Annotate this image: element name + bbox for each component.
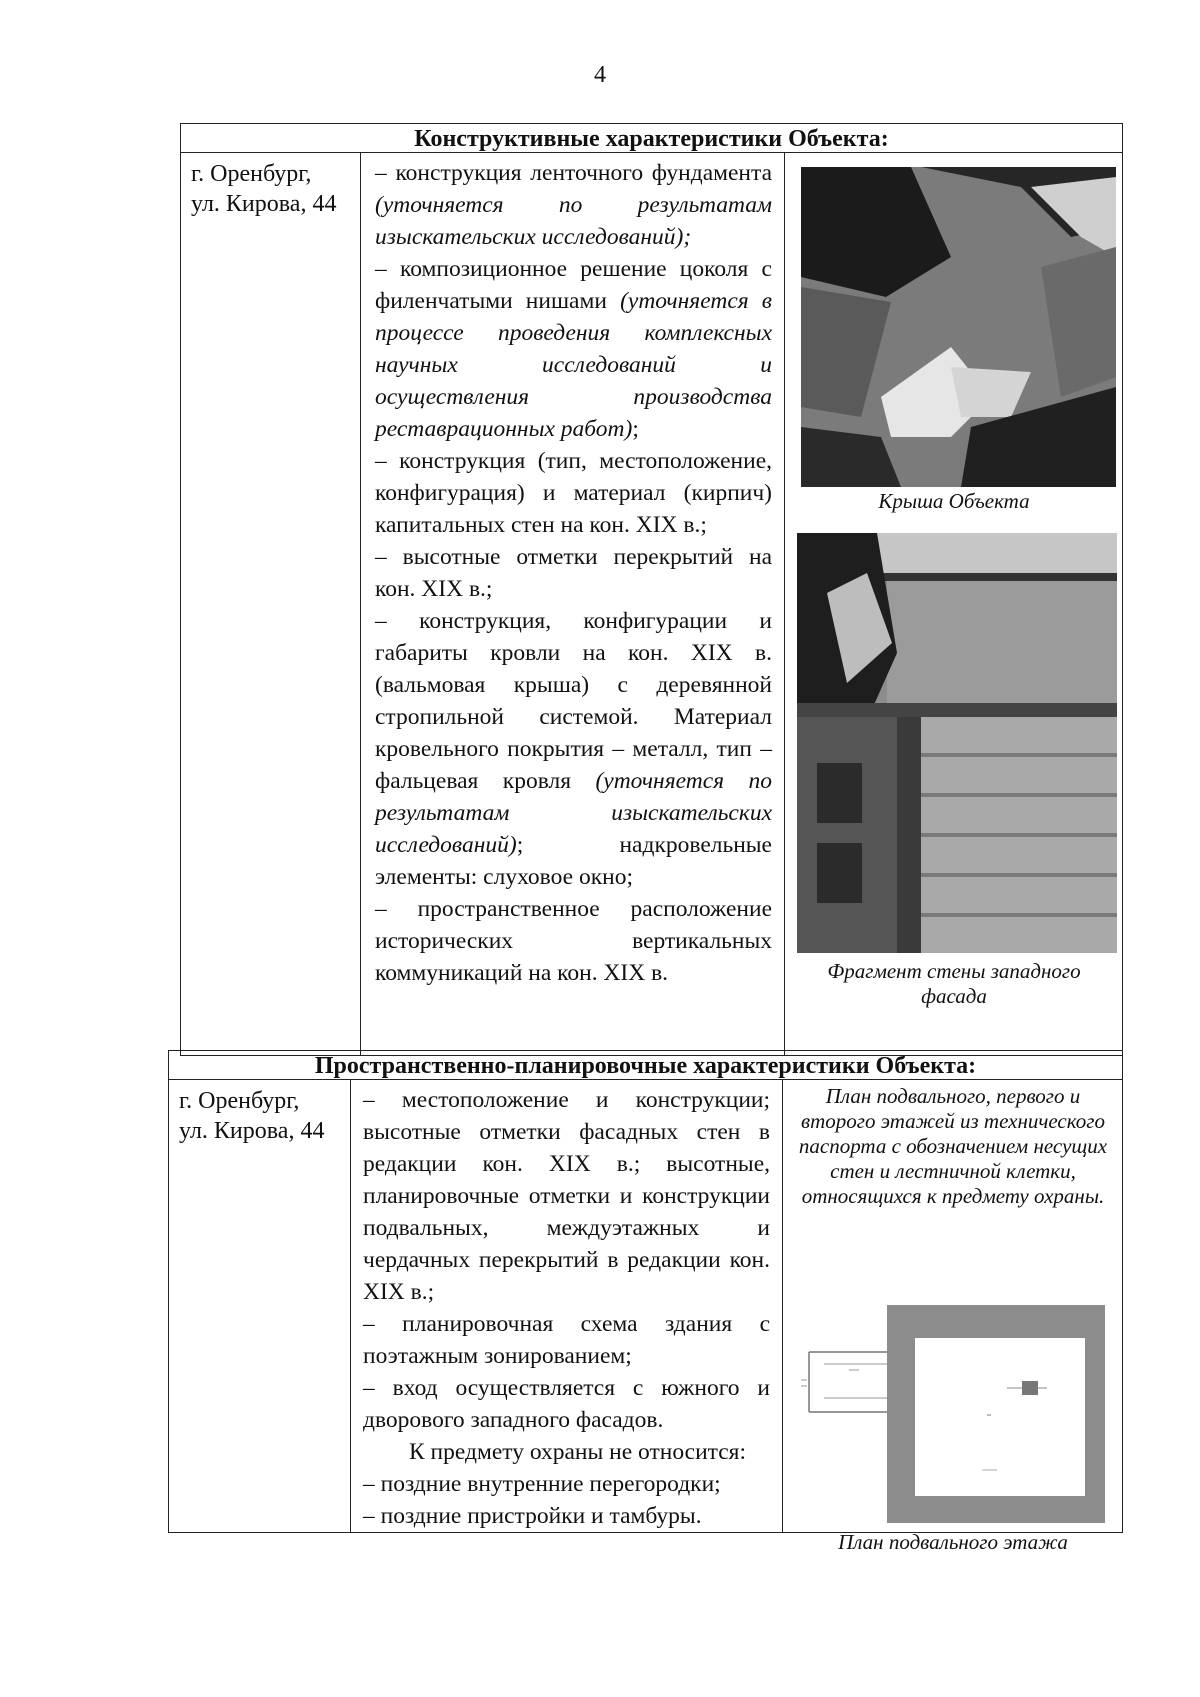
page-number: 4 xyxy=(594,62,606,88)
spatial-list xyxy=(351,1080,783,1533)
plan-column xyxy=(783,1080,1123,1554)
plans-caption: План подвального, первого и второго этажей из технического паспорта с обозначением несущих стен и лестничной клетки, относящихся к предмету охраны. xyxy=(798,1084,1108,1208)
list-item: – конструкция, конфигурации и габариты кровли на кон. XIX в. (вальмовая крыша) с деревянной стропильной системой. Материал кровельного покрытия – металл, тип – фальцевая кровля (уточняется по результатам изыскательских исследований); надкровельные элементы: слуховое окно; xyxy=(375,608,772,890)
list-item: – местоположение и конструкции; высотные отметки фасадных стен в редакции кон. XIX в.; высотные, планировочные отметки и конструкции подвальных, междуэтажных и чердачных перекрытий в редакции кон. XIX в.; xyxy=(363,1087,770,1305)
address-street: ул. Кирова, 44 xyxy=(179,1118,325,1144)
photo-column xyxy=(785,153,1123,1056)
address-cell xyxy=(181,153,361,1056)
address-street: ул. Кирова, 44 xyxy=(191,191,337,217)
list-item: – поздние внутренние перегородки; xyxy=(363,1471,721,1497)
basement-plan-drawing xyxy=(887,1305,1105,1523)
list-item: – конструкция (тип, местоположение, конфигурация) и материал (кирпич) капитальных стен на кон. XIX в.; xyxy=(375,448,772,538)
section-heading-spatial: Пространственно-планировочные характеристики Объекта: xyxy=(169,1051,1123,1080)
annex-plan-detail xyxy=(799,1342,889,1422)
west-facade-photo-image xyxy=(797,533,1117,953)
list-item: – композиционное решение цоколя с филенчатыми нишами (уточняется в процессе проведения комплексных научных исследований и осуществления производства реставрационных работ); xyxy=(375,256,772,442)
section-heading-constructive: Конструктивные характеристики Объекта: xyxy=(181,124,1123,153)
roof-photo xyxy=(801,167,1116,487)
not-protected-heading: К предмету охраны не относится: xyxy=(409,1439,747,1465)
list-item: – высотные отметки перекрытий на кон. XIX в.; xyxy=(375,544,772,602)
list-item: – пространственное расположение исторических вертикальных коммуникаций на кон. XIX в. xyxy=(375,896,772,986)
list-item: – вход осуществляется с южного и дворового западного фасадов. xyxy=(363,1375,770,1433)
address-city: г. Оренбург, xyxy=(179,1088,300,1114)
list-item: – конструкция ленточного фундамента (уточняется по результатам изыскательских исследований); xyxy=(375,160,772,250)
constructive-list xyxy=(361,153,785,1056)
west-facade-photo xyxy=(797,533,1117,953)
list-item: – поздние пристройки и тамбуры. xyxy=(363,1503,702,1529)
address-cell xyxy=(169,1080,351,1533)
constructive-characteristics-table xyxy=(180,123,1123,1056)
address-city: г. Оренбург, xyxy=(191,161,312,187)
west-facade-caption: Фрагмент стены западного фасада xyxy=(827,959,1081,1008)
list-item: – планировочная схема здания с поэтажным зонированием; xyxy=(363,1311,770,1369)
roof-photo-image xyxy=(801,167,1116,487)
spatial-planning-table xyxy=(168,1050,1123,1554)
basement-plan-caption: План подвального этажа xyxy=(838,1530,1068,1554)
basement-plan-details xyxy=(887,1305,1105,1523)
roof-caption: Крыша Объекта xyxy=(878,489,1030,513)
